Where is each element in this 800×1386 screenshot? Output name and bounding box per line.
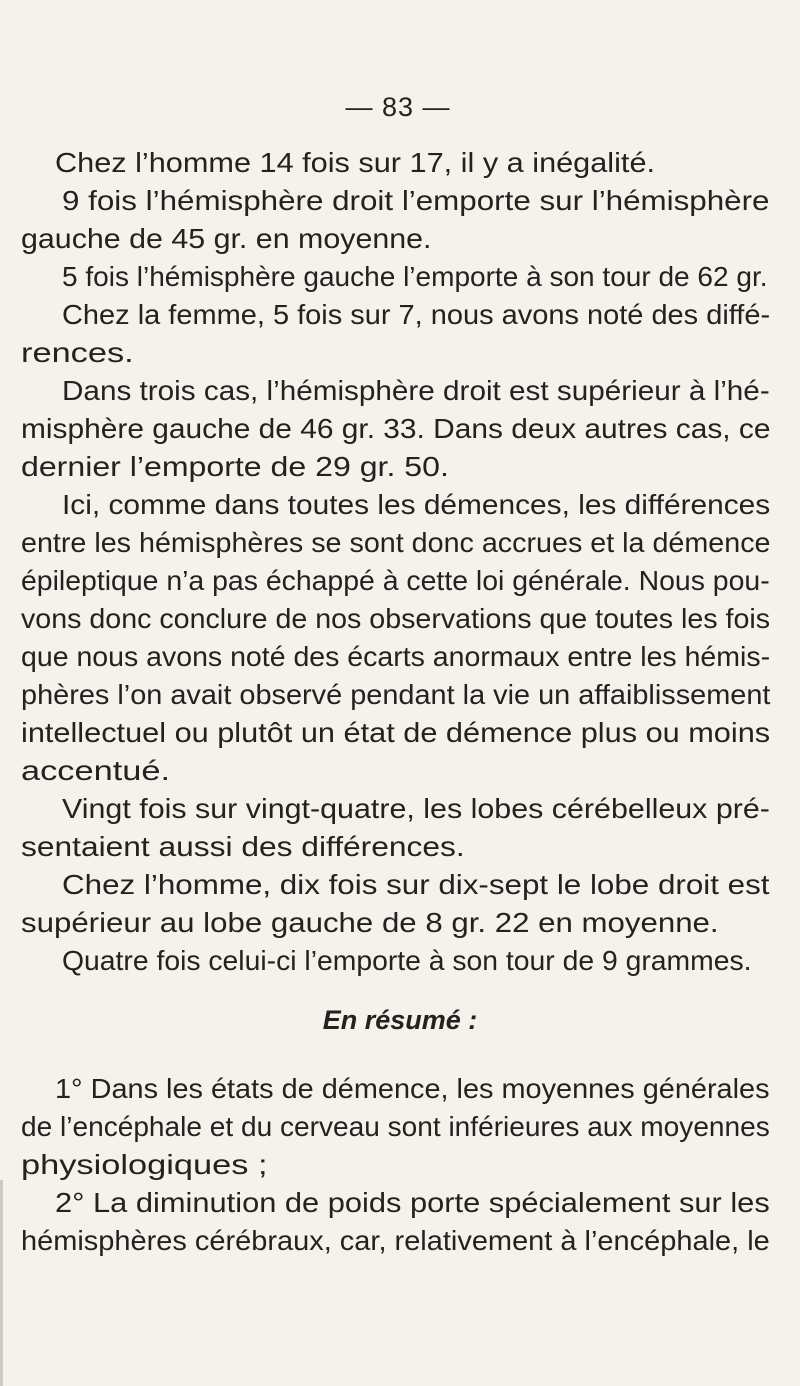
- text-line: vons donc conclure de nos observations que toutes les fois: [21, 603, 771, 634]
- summary-heading: En résumé :: [322, 1005, 478, 1035]
- text-line: Ici, comme dans toutes les démences, les différences: [62, 489, 771, 520]
- text-line: supérieur au lobe gauche de 8 gr. 22 en moyenne.: [21, 907, 719, 938]
- page-number: — 83 —: [345, 92, 451, 122]
- text-line: misphère gauche de 46 gr. 33. Dans deux autres cas, ce: [21, 413, 771, 444]
- text-line: dernier l’emporte de 29 gr. 50.: [21, 451, 449, 482]
- text-line: 5 fois l’hémisphère gauche l’emporte à son tour de 62 gr.: [62, 261, 768, 292]
- text-line: 9 fois l’hémisphère droit l’emporte sur l’hémisphère: [62, 185, 770, 216]
- summary-line: 2° La diminution de poids porte spécialement sur les: [55, 1187, 770, 1218]
- text-line: Chez l’homme 14 fois sur 17, il y a inégalité.: [55, 147, 656, 178]
- text-line: rences.: [21, 337, 134, 368]
- text-line: sentaient aussi des différences.: [21, 831, 465, 862]
- summary-line: hémisphères cérébraux, car, relativement à l’encéphale, le: [21, 1225, 770, 1256]
- text-line: épileptique n’a pas échappé à cette loi générale. Nous pou-: [21, 565, 770, 596]
- summary-line: physiologiques ;: [21, 1149, 268, 1180]
- text-line: Chez la femme, 5 fois sur 7, nous avons noté des diffé-: [62, 299, 771, 330]
- text-line: Chez l’homme, dix fois sur dix-sept le lobe droit est: [62, 869, 770, 900]
- text-line: Vingt fois sur vingt-quatre, les lobes cérébelleux pré-: [62, 793, 770, 824]
- text-line: gauche de 45 gr. en moyenne.: [21, 223, 432, 254]
- text-line: Quatre fois celui-ci l’emporte à son tour de 9 grammes.: [62, 945, 752, 976]
- text-line: que nous avons noté des écarts anormaux entre les hémis-: [21, 641, 771, 672]
- page-edge-shadow: [0, 1180, 3, 1386]
- text-line: accentué.: [21, 755, 171, 786]
- summary-line: 1° Dans les états de démence, les moyennes générales: [55, 1073, 770, 1104]
- text-line: entre les hémisphères se sont donc accrues et la démence: [21, 527, 771, 558]
- text-line: phères l’on avait observé pendant la vie un affaiblissement: [21, 679, 771, 710]
- text-line: intellectuel ou plutôt un état de démence plus ou moins: [21, 717, 771, 748]
- summary-line: de l’encéphale et du cerveau sont inférieures aux moyennes: [21, 1111, 770, 1142]
- text-line: Dans trois cas, l’hémisphère droit est supérieur à l’hé-: [62, 375, 770, 406]
